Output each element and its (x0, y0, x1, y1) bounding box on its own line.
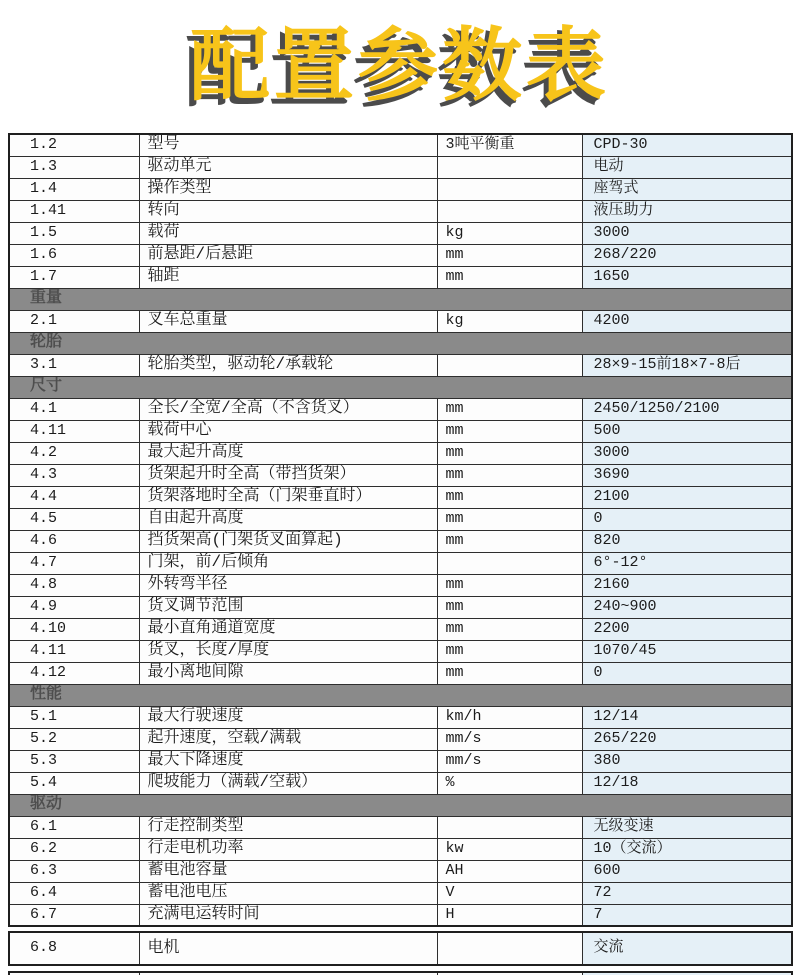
param-name-cell: 挡货架高(门架货叉面算起) (139, 530, 437, 552)
unit-cell: mm (437, 662, 582, 684)
param-name-cell: 自由起升高度 (139, 508, 437, 530)
value-cell: 12/14 (582, 706, 792, 728)
unit-cell (437, 932, 582, 965)
value-cell: 820 (582, 530, 792, 552)
row-number-cell: 4.12 (9, 662, 139, 684)
param-name-cell: 电机 (139, 932, 437, 965)
value-cell: 380 (582, 750, 792, 772)
value-cell: 电动 (582, 156, 792, 178)
spec-row (9, 882, 792, 904)
unit-cell (437, 200, 582, 222)
value-cell: 500 (582, 420, 792, 442)
unit-cell: mm (437, 596, 582, 618)
value-cell: 3690 (582, 464, 792, 486)
param-name-cell: 外转弯半径 (139, 574, 437, 596)
value-cell: 2100 (582, 486, 792, 508)
unit-cell: V (437, 882, 582, 904)
spec-row (9, 860, 792, 882)
spec-row (9, 552, 792, 574)
row-number-cell: 1.2 (9, 134, 139, 156)
row-number-cell: 4.9 (9, 596, 139, 618)
spec-row (9, 398, 792, 420)
row-number-cell: 6.1 (9, 816, 139, 838)
unit-cell: % (437, 772, 582, 794)
section-row (9, 684, 792, 706)
row-number-cell: 4.3 (9, 464, 139, 486)
spec-row (9, 530, 792, 552)
spec-row (9, 640, 792, 662)
spec-row (9, 574, 792, 596)
spec-row (9, 222, 792, 244)
value-cell: 交流 (582, 932, 792, 965)
value-cell: 0 (582, 508, 792, 530)
spec-row (9, 838, 792, 860)
spec-table-extra (8, 931, 793, 966)
param-name-cell: 转向 (139, 200, 437, 222)
spec-row (9, 662, 792, 684)
section-header: 尺寸 (9, 376, 792, 398)
param-name-cell: 起升速度，空载/满载 (139, 728, 437, 750)
row-number-cell: 1.5 (9, 222, 139, 244)
value-cell: 7 (582, 904, 792, 926)
spec-row (9, 750, 792, 772)
param-name-cell: 叉车总重量 (139, 310, 437, 332)
row-number-cell: 4.10 (9, 618, 139, 640)
param-name-cell: 门架，前/后倾角 (139, 552, 437, 574)
unit-cell: mm (437, 640, 582, 662)
value-cell: 座驾式 (582, 178, 792, 200)
param-name-cell: 全长/全宽/全高（不含货叉） (139, 398, 437, 420)
section-row (9, 288, 792, 310)
spec-row (9, 354, 792, 376)
spec-row (9, 486, 792, 508)
value-cell: 265/220 (582, 728, 792, 750)
param-name-cell: 轮胎类型，驱动轮/承载轮 (139, 354, 437, 376)
param-name-cell: 货叉调节范围 (139, 596, 437, 618)
spec-row (9, 266, 792, 288)
section-header: 轮胎 (9, 332, 792, 354)
spec-row (9, 310, 792, 332)
spec-row (9, 464, 792, 486)
unit-cell: H (437, 904, 582, 926)
unit-cell: mm (437, 442, 582, 464)
unit-cell: mm (437, 398, 582, 420)
param-name-cell: 行走电机功率 (139, 838, 437, 860)
row-number-cell: 4.2 (9, 442, 139, 464)
row-number-cell: 3.1 (9, 354, 139, 376)
value-cell: 28×9-15前18×7-8后 (582, 354, 792, 376)
section-header: 驱动 (9, 794, 792, 816)
unit-cell: kg (437, 310, 582, 332)
spec-row (9, 442, 792, 464)
row-number-cell: 1.3 (9, 156, 139, 178)
value-cell: 268/220 (582, 244, 792, 266)
param-name-cell: 爬坡能力（满载/空载） (139, 772, 437, 794)
unit-cell: AH (437, 860, 582, 882)
row-number-cell: 6.8 (9, 932, 139, 965)
spec-table-partial (8, 971, 793, 975)
spec-row (9, 508, 792, 530)
value-cell: 液压助力 (582, 200, 792, 222)
row-number-cell: 6.3 (9, 860, 139, 882)
section-row (9, 332, 792, 354)
unit-cell: mm/s (437, 728, 582, 750)
value-cell: 0 (582, 662, 792, 684)
unit-cell: kg (437, 222, 582, 244)
unit-cell (437, 178, 582, 200)
unit-cell: mm (437, 574, 582, 596)
unit-cell: km/h (437, 706, 582, 728)
value-cell: 2200 (582, 618, 792, 640)
spec-row (9, 618, 792, 640)
param-name-cell: 驱动单元 (139, 156, 437, 178)
section-row (9, 794, 792, 816)
param-name-cell: 最大下降速度 (139, 750, 437, 772)
row-number-cell: 6.7 (9, 904, 139, 926)
param-name-cell: 最小直角通道宽度 (139, 618, 437, 640)
spec-row (9, 596, 792, 618)
row-number-cell: 2.1 (9, 310, 139, 332)
row-number-cell: 5.1 (9, 706, 139, 728)
value-cell: 2450/1250/2100 (582, 398, 792, 420)
unit-cell: mm/s (437, 750, 582, 772)
spec-row (9, 816, 792, 838)
spec-row (9, 244, 792, 266)
unit-cell: mm (437, 618, 582, 640)
row-number-cell: 5.4 (9, 772, 139, 794)
page-title: 配置参数表 (190, 19, 610, 112)
unit-cell (437, 552, 582, 574)
row-number-cell: 1.7 (9, 266, 139, 288)
param-name-cell: 充满电运转时间 (139, 904, 437, 926)
unit-cell: mm (437, 530, 582, 552)
row-number-cell: 4.11 (9, 640, 139, 662)
param-name-cell: 前悬距/后悬距 (139, 244, 437, 266)
unit-cell: mm (437, 508, 582, 530)
spec-row (9, 772, 792, 794)
value-cell: 600 (582, 860, 792, 882)
param-name-cell: 载荷中心 (139, 420, 437, 442)
value-cell: 无级变速 (582, 816, 792, 838)
unit-cell: mm (437, 464, 582, 486)
row-number-cell: 4.4 (9, 486, 139, 508)
row-number-cell: 1.6 (9, 244, 139, 266)
value-cell: 12/18 (582, 772, 792, 794)
spec-row (9, 200, 792, 222)
row-number-cell: 4.11 (9, 420, 139, 442)
unit-cell: 3吨平衡重 (437, 134, 582, 156)
param-name-cell: 货架起升时全高（带挡货架） (139, 464, 437, 486)
row-number-cell: 4.1 (9, 398, 139, 420)
section-row (9, 376, 792, 398)
value-cell: 72 (582, 882, 792, 904)
value-cell: 1650 (582, 266, 792, 288)
row-number-cell: 6.2 (9, 838, 139, 860)
param-name-cell: 货架落地时全高（门架垂直时） (139, 486, 437, 508)
spec-row (9, 932, 792, 965)
value-cell: 10（交流） (582, 838, 792, 860)
value-cell: 6°-12° (582, 552, 792, 574)
spec-row (9, 420, 792, 442)
value-cell: 3000 (582, 222, 792, 244)
row-number-cell: 4.7 (9, 552, 139, 574)
unit-cell (437, 816, 582, 838)
param-name-cell: 蓄电池容量 (139, 860, 437, 882)
unit-cell: kw (437, 838, 582, 860)
unit-cell: mm (437, 244, 582, 266)
row-number-cell: 4.5 (9, 508, 139, 530)
spec-row (9, 134, 792, 156)
value-cell: 2160 (582, 574, 792, 596)
value-cell: 1070/45 (582, 640, 792, 662)
param-name-cell: 货叉，长度/厚度 (139, 640, 437, 662)
spec-table-main (8, 133, 793, 927)
spec-row (9, 178, 792, 200)
param-name-cell: 轴距 (139, 266, 437, 288)
row-number-cell: 1.41 (9, 200, 139, 222)
param-name-cell: 行走控制类型 (139, 816, 437, 838)
row-number-cell: 4.8 (9, 574, 139, 596)
param-name-cell: 载荷 (139, 222, 437, 244)
spec-row (9, 904, 792, 926)
value-cell: 4200 (582, 310, 792, 332)
row-number-cell: 5.2 (9, 728, 139, 750)
param-name-cell: 最小离地间隙 (139, 662, 437, 684)
section-header: 性能 (9, 684, 792, 706)
value-cell: 240~900 (582, 596, 792, 618)
spec-row (9, 706, 792, 728)
value-cell: 3000 (582, 442, 792, 464)
param-name-cell: 最大起升高度 (139, 442, 437, 464)
row-number-cell: 4.6 (9, 530, 139, 552)
spec-row (9, 156, 792, 178)
unit-cell: mm (437, 420, 582, 442)
spec-row (9, 728, 792, 750)
unit-cell (437, 156, 582, 178)
unit-cell (437, 354, 582, 376)
param-name-cell: 操作类型 (139, 178, 437, 200)
row-number-cell: 1.4 (9, 178, 139, 200)
unit-cell: mm (437, 486, 582, 508)
param-name-cell: 最大行驶速度 (139, 706, 437, 728)
value-cell: CPD-30 (582, 134, 792, 156)
unit-cell: mm (437, 266, 582, 288)
row-number-cell: 5.3 (9, 750, 139, 772)
section-header: 重量 (9, 288, 792, 310)
param-name-cell: 型号 (139, 134, 437, 156)
param-name-cell: 蓄电池电压 (139, 882, 437, 904)
row-number-cell: 6.4 (9, 882, 139, 904)
